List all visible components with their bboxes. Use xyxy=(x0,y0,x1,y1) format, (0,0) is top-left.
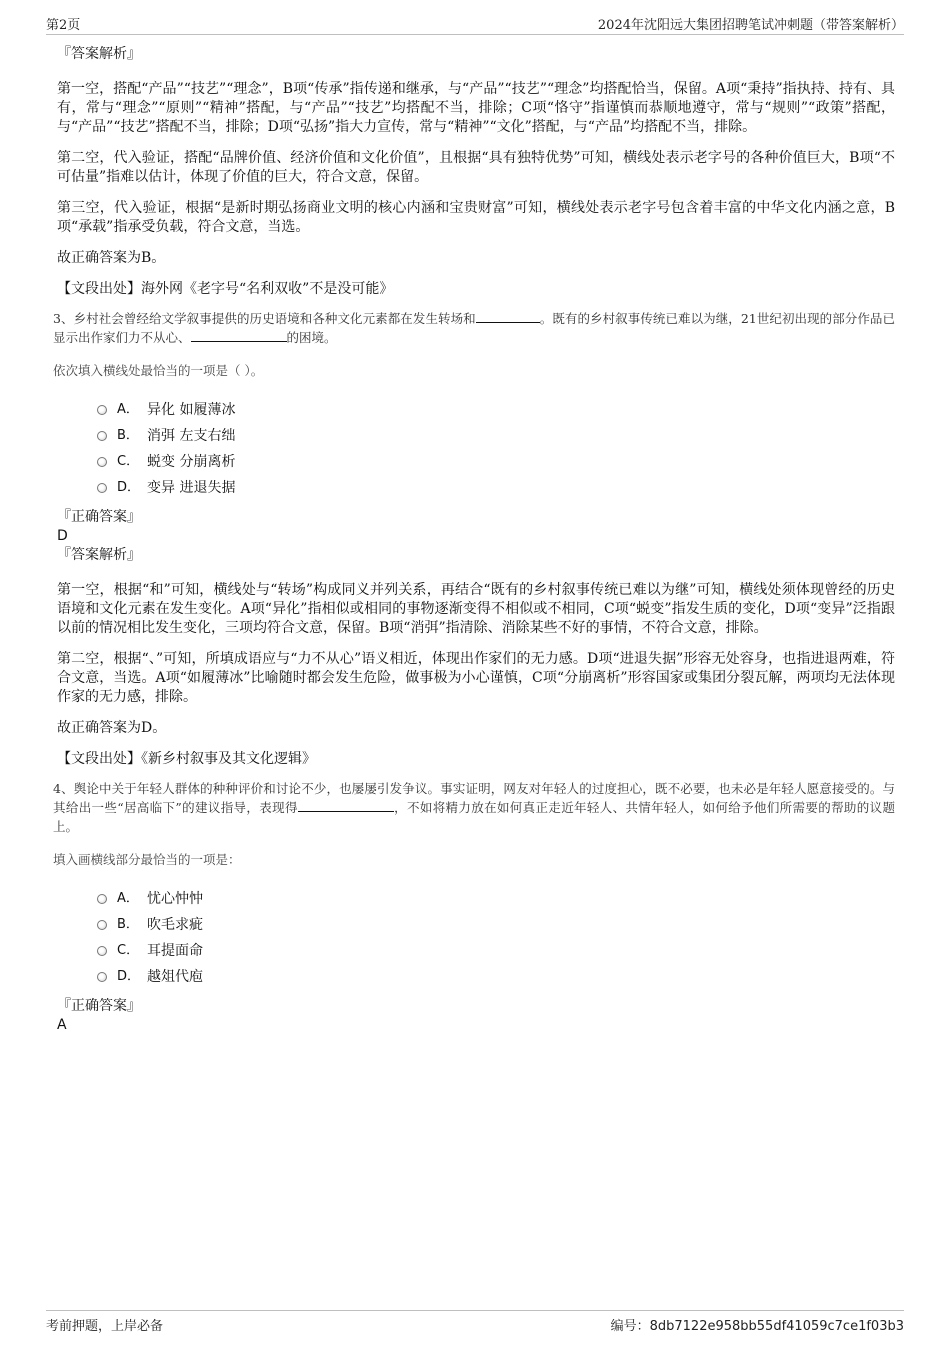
q4-option-c[interactable]: C． 耳提面命 xyxy=(97,938,895,964)
q4-answer: A xyxy=(57,1017,67,1033)
q3-answer-label: 『正确答案』 xyxy=(57,509,141,525)
q2-analysis-label: 『答案解析』 xyxy=(57,46,141,62)
document-title: 2024年沈阳远大集团招聘笔试冲刺题（带答案解析） xyxy=(597,18,904,33)
q2-analysis-paragraph: 第一空，搭配“产品”“技艺”“理念”，B项“传承”指传递和继承，与“产品”“技艺”“理念”均搭配恰当，保留。A项“秉持”指执持、持有、具有，常与“理念”“原则”“精神”搭配，与“产品”“技艺”均搭配不当，排除；C项“恪守”指谨慎而恭顺地遵守，常与“规则”“政策”搭配，与“产品”“技艺”搭配不当，排除；D项“弘扬”指大力宣传，常与“精神”“文化”搭配，与“产品”均搭配不当，排除。 xyxy=(57,81,895,135)
q3-text-part1: 3、乡村社会曾经给文学叙事提供的历史语境和各种文化元素都在发生转场和 xyxy=(53,311,476,326)
footer-code-label: 编号： xyxy=(610,1319,650,1334)
q3-analysis-paragraph: 第一空，根据“和”可知，横线处与“转场”构成同义并列关系，再结合“既有的乡村叙事传统已难以为继”可知，横线处须体现曾经的历史语境和文化元素在发生变化。A项“异化”指相似或相同的事物逐渐变得不相似或不相同，C项“蜕变”指发生质的变化，D项“变异”泛指跟以前的情况相比发生变化，三项均符合文意，保留。B项“消弭”指清除、消除某些不好的事情，不符合文意，排除。 xyxy=(57,582,895,636)
q3-text-part3: 的困境。 xyxy=(286,330,337,345)
q3-answer: D xyxy=(57,528,68,544)
q3-blank-2 xyxy=(191,328,287,342)
q4-question-text xyxy=(53,779,895,836)
radio-icon[interactable] xyxy=(97,946,107,956)
q2-source: 【文段出处】海外网《老字号“名利双收”不是没可能》 xyxy=(57,281,394,297)
q3-source: 【文段出处】《新乡村叙事及其文化逻辑》 xyxy=(57,751,316,767)
q2-analysis-paragraph: 第二空，代入验证，搭配“品牌价值、经济价值和文化价值”，且根据“具有独特优势”可知，横线处表示老字号的各种价值巨大，B项“不可估量”指难以估计，体现了价值的巨大，符合文意，保留。 xyxy=(57,150,895,185)
q3-text-part2: 。既有的乡村叙事传统已难以为继，21世纪初出现的部分作品已显示出作家们力不从心、 xyxy=(53,311,895,345)
q3-option-b[interactable]: B． 消弭 左支右绌 xyxy=(97,423,895,449)
radio-icon[interactable] xyxy=(97,972,107,982)
page-footer xyxy=(46,1310,904,1335)
q3-stem: 依次填入横线处最恰当的一项是（ ）。 xyxy=(53,363,264,378)
q2-analysis-paragraph: 第三空，代入验证，根据“是新时期弘扬商业文明的核心内涵和宝贵财富”可知，横线处表示老字号包含着丰富的中华文化内涵之意，B项“承载”指承受负载，符合文意，当选。 xyxy=(57,200,895,235)
q4-answer-label: 『正确答案』 xyxy=(57,998,141,1014)
q3-blank-1 xyxy=(476,309,540,323)
q4-blank xyxy=(298,798,394,812)
q3-option-c[interactable]: C． 蜕变 分崩离析 xyxy=(97,449,895,475)
page-content xyxy=(53,44,895,1034)
radio-icon[interactable] xyxy=(97,457,107,467)
q2-conclusion: 故正确答案为B。 xyxy=(57,250,166,266)
q3-question-text xyxy=(53,309,895,347)
q3-options xyxy=(57,397,895,501)
q4-stem: 填入画横线部分最恰当的一项是： xyxy=(53,852,241,867)
q4-option-b[interactable]: B． 吹毛求疵 xyxy=(97,912,895,938)
q3-option-a[interactable]: A． 异化 如履薄冰 xyxy=(97,397,895,423)
radio-icon[interactable] xyxy=(97,894,107,904)
q3-analysis-label: 『答案解析』 xyxy=(57,547,141,563)
q3-conclusion: 故正确答案为D。 xyxy=(57,720,167,736)
q3-analysis-paragraph: 第二空，根据“、”可知，所填成语应与“力不从心”语义相近，体现出作家们的无力感。D项“进退失据”形容无处容身，也指进退两难，符合文意，当选。A项“如履薄冰”比喻随时都会发生危险，做事极为小心谨慎，C项“分崩离析”形容国家或集团分裂瓦解，两项均无法体现作家的无力感，排除。 xyxy=(57,651,895,705)
radio-icon[interactable] xyxy=(97,405,107,415)
radio-icon[interactable] xyxy=(97,431,107,441)
q3-option-d[interactable]: D． 变异 进退失据 xyxy=(97,475,895,501)
page-header xyxy=(46,10,904,35)
q4-option-a[interactable]: A． 忧心忡忡 xyxy=(97,886,895,912)
page-number: 第2页 xyxy=(46,18,81,33)
footer-code-value: 8db7122e958bb55df41059c7ce1f03b3 xyxy=(649,1319,904,1334)
radio-icon[interactable] xyxy=(97,483,107,493)
q4-text-part2: ，不如将精力放在如何真正走近年轻人、共情年轻人，如何给予他们所需要的帮助的议题上。 xyxy=(53,800,895,834)
q4-text-part1: 4、舆论中关于年轻人群体的种种评价和讨论不少，也屡屡引发争议。事实证明，网友对年轻人的过度担心，既不必要，也未必是年轻人愿意接受的。与其给出一些“居高临下”的建议指导，表现得 xyxy=(53,781,895,815)
q4-options xyxy=(57,886,895,990)
footer-slogan: 考前押题，上岸必备 xyxy=(46,1319,164,1334)
q4-option-d[interactable]: D． 越俎代庖 xyxy=(97,964,895,990)
footer-code xyxy=(611,1315,904,1334)
radio-icon[interactable] xyxy=(97,920,107,930)
